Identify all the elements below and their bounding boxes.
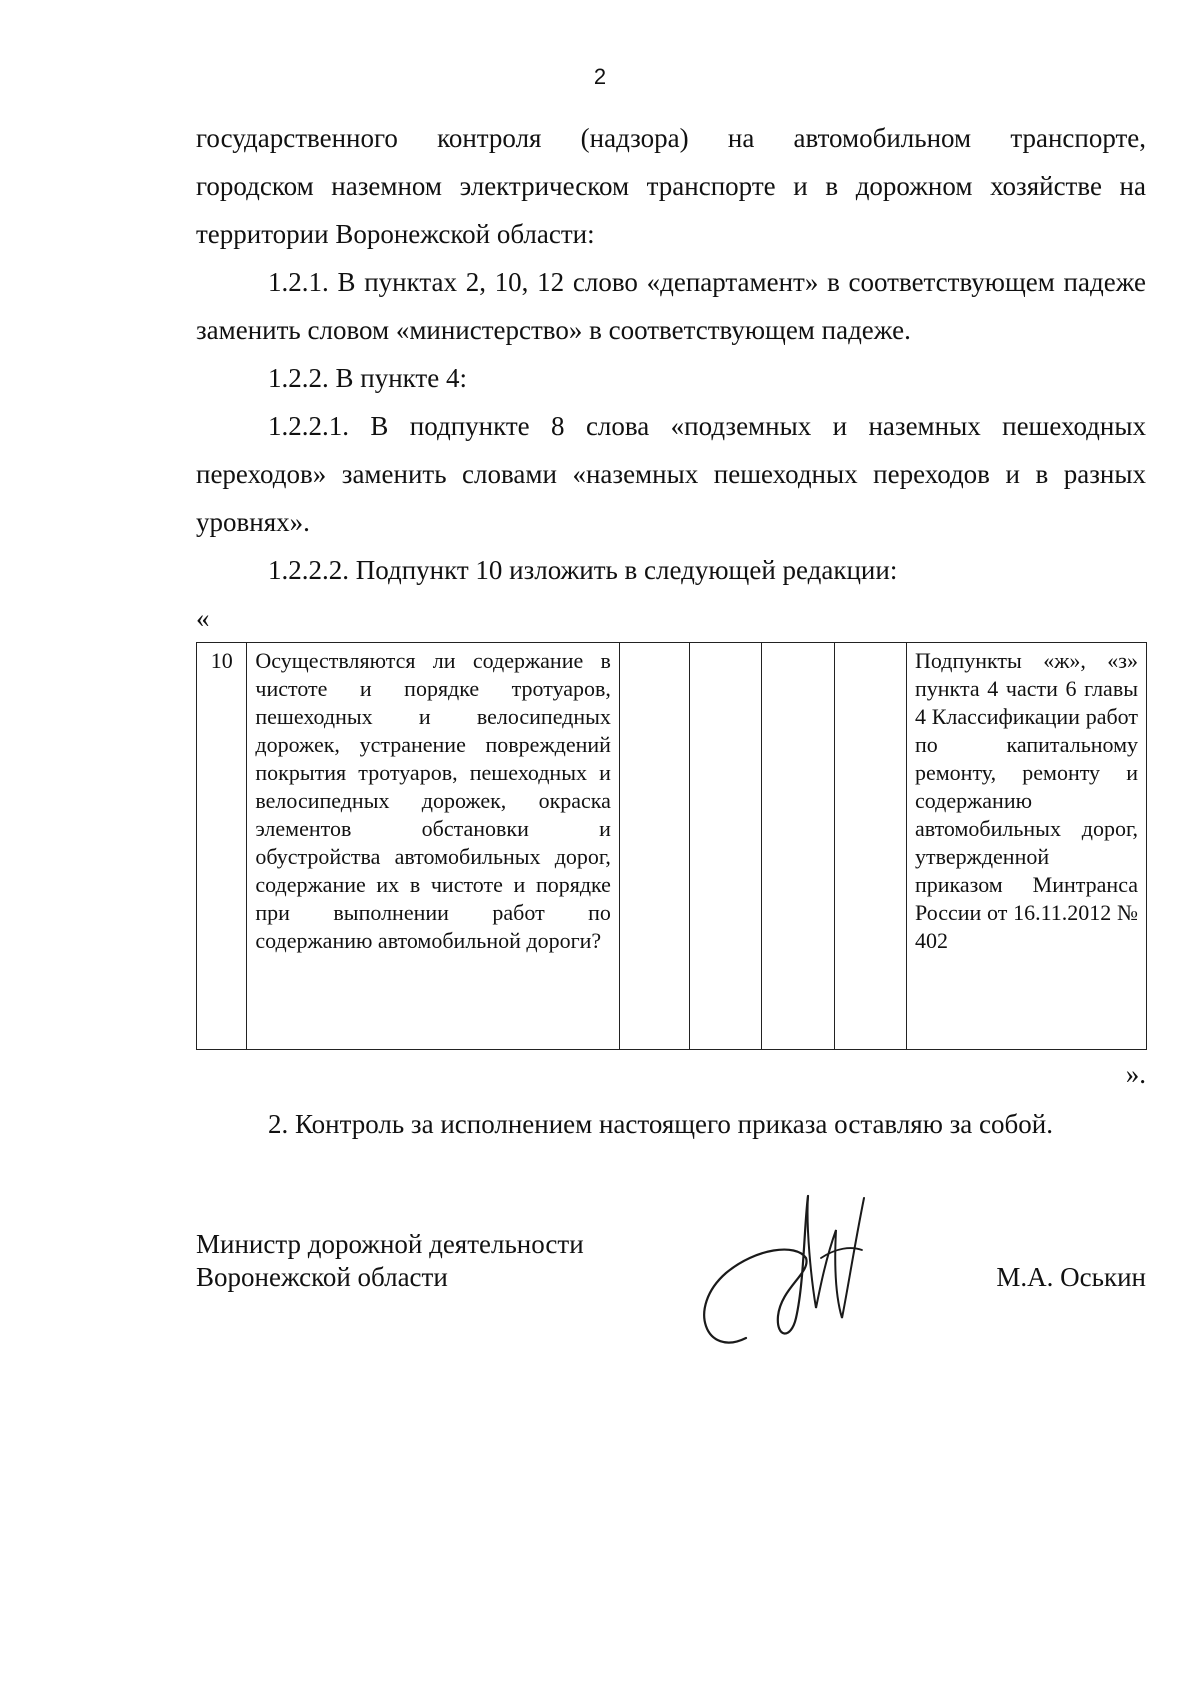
table-cell-empty (762, 643, 834, 1050)
table-cell-question (247, 643, 620, 1050)
signature-block (196, 1218, 1146, 1348)
table-cell-number (197, 643, 247, 1050)
row-number: 10 (210, 648, 233, 673)
closing-quote: ». (1125, 1059, 1146, 1089)
opening-quote: « (196, 603, 210, 633)
paragraph-1-2-2-2: 1.2.2.2. Подпункт 10 изложить в следующей редакции: (268, 555, 898, 585)
paragraph-1-2-2-1: 1.2.2.1. В подпункте 8 слова «подземных и наземных пешеходных переходов» заменить словами «наземных пешеходных переходов и в разных уровнях». (196, 411, 1146, 537)
amendment-table (196, 642, 1147, 1050)
signer-name: М.А. Оськин (996, 1262, 1146, 1292)
signer-position-line1: Министр дорожной деятельности (196, 1229, 584, 1259)
paragraph-intro-continuation: городском наземном электрическом транспорте и в дорожном хозяйстве на территории Воронежской области: (196, 171, 1146, 249)
signer-position-line2: Воронежской области (196, 1262, 448, 1292)
signer-position (196, 1228, 584, 1294)
page-number: 2 (593, 64, 607, 89)
table-cell-reference (907, 643, 1147, 1050)
table-cell-empty (834, 643, 906, 1050)
table-cell-empty (619, 643, 689, 1050)
paragraph-2-control: 2. Контроль за исполнением настоящего приказа оставляю за собой. (268, 1109, 1053, 1139)
paragraph-1-2-2: 1.2.2. В пункте 4: (268, 363, 467, 393)
paragraph-1-2-1: 1.2.1. В пунктах 2, 10, 12 слово «департамент» в соответствующем падеже заменить словом «министерство» в соответствующем падеже. (196, 267, 1146, 345)
handwritten-signature (686, 1188, 886, 1358)
paragraph-intro-first-line: государственного контроля (надзора) на автомобильном транспорте, (196, 123, 1146, 153)
question-text: Осуществляются ли содержание в чистоте и порядке тротуаров, пешеходных и велосипедных дорожек, устранение повреждений покрытия тротуаров, пешеходных и велосипедных дорожек, окраска элементов обстановки и обустройства автомобильных дорог, содержание их в чистоте и порядке при выполнении работ по содержанию автомобильной дороги? (255, 648, 611, 953)
reference-text: Подпункты «ж», «з» пункта 4 части 6 главы 4 Классификации работ по капитальному ремонту, ремонту и содержанию автомобильных дорог, утвержденной приказом Минтранса России от 16.11.2012 № 402 (915, 648, 1138, 953)
table-cell-empty (690, 643, 762, 1050)
table-row (197, 643, 1147, 1050)
document-body (196, 114, 1146, 1148)
